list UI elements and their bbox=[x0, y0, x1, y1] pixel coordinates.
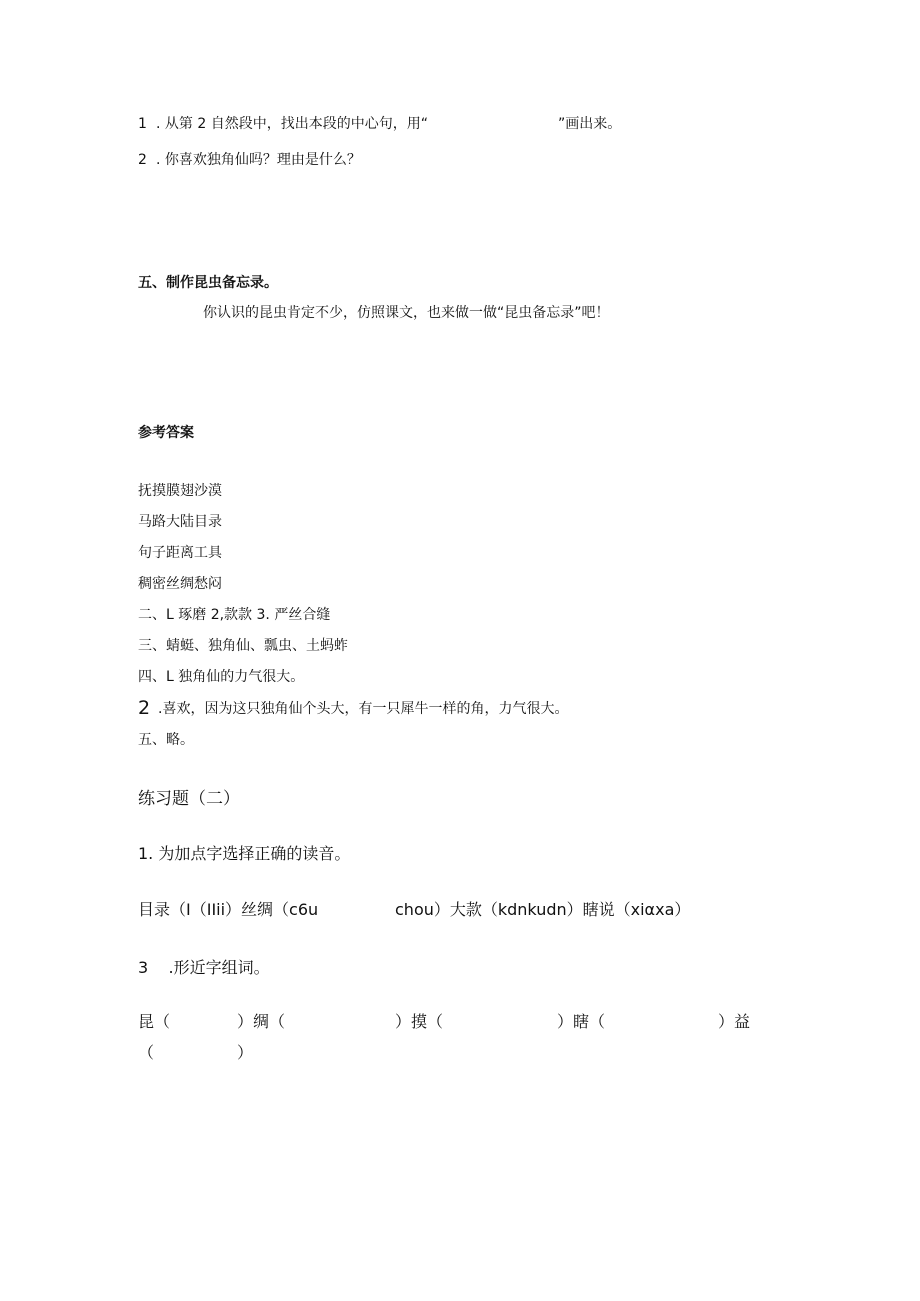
word-group-blank: ）绸（ bbox=[237, 1012, 286, 1031]
word-group-blank-close: ） bbox=[237, 1043, 254, 1062]
answer-line-number: 2 bbox=[138, 697, 151, 719]
answer-line: 三、蜻蜓、独角仙、瓢虫、土蚂蚱 bbox=[138, 638, 348, 654]
section-5-heading: 五、制作昆虫备忘录。 bbox=[138, 275, 278, 291]
section-5-body: 你认识的昆虫肯定不少，仿照课文，也来做一做“昆虫备忘录”吧！ bbox=[203, 305, 610, 321]
exercise-2-question-3: 3 .形近字组词。 bbox=[138, 958, 270, 977]
exercise-2-title: 练习题（二） bbox=[138, 789, 240, 809]
word-group-blank: ）瞎（ bbox=[557, 1012, 606, 1031]
question-2-number: 2 bbox=[138, 152, 147, 168]
word-group-blank: 昆（ bbox=[138, 1012, 171, 1031]
pinyin-choices-b: chou）大款（kdnkudn）瞎说（xiαxa） bbox=[395, 900, 691, 919]
question-2-text: . 你喜欢独角仙吗？理由是什么？ bbox=[156, 152, 361, 168]
question-1-number: 1 bbox=[138, 116, 147, 132]
question-1-text-end: ”画出来。 bbox=[558, 116, 622, 132]
answer-line: 五、略。 bbox=[138, 732, 194, 748]
pinyin-choices-a: 目录（I（IIii）丝绸（c6u bbox=[138, 900, 319, 919]
answer-line: 四、L 独角仙的力气很大。 bbox=[138, 669, 305, 685]
answer-line: .喜欢，因为这只独角仙个头大，有一只犀牛一样的角，力气很大。 bbox=[158, 701, 569, 717]
answers-heading: 参考答案 bbox=[138, 425, 194, 441]
answer-line: 二、L 琢磨 2,款款 3. 严丝合缝 bbox=[138, 607, 331, 623]
answer-line: 句子距离工具 bbox=[138, 545, 222, 561]
word-group-blank: ）摸（ bbox=[395, 1012, 444, 1031]
word-group-blank: ）益 bbox=[718, 1012, 751, 1031]
exercise-2-question-1: 1. 为加点字选择正确的读音。 bbox=[138, 844, 351, 863]
word-group-blank-open: （ bbox=[138, 1043, 155, 1062]
answer-line: 稠密丝绸愁闷 bbox=[138, 576, 222, 592]
answer-line: 抚摸膜翅沙漠 bbox=[138, 483, 222, 499]
answer-line: 马路大陆目录 bbox=[138, 514, 222, 530]
question-1-text: . 从第 2 自然段中，找出本段的中心句，用“ bbox=[156, 116, 428, 132]
